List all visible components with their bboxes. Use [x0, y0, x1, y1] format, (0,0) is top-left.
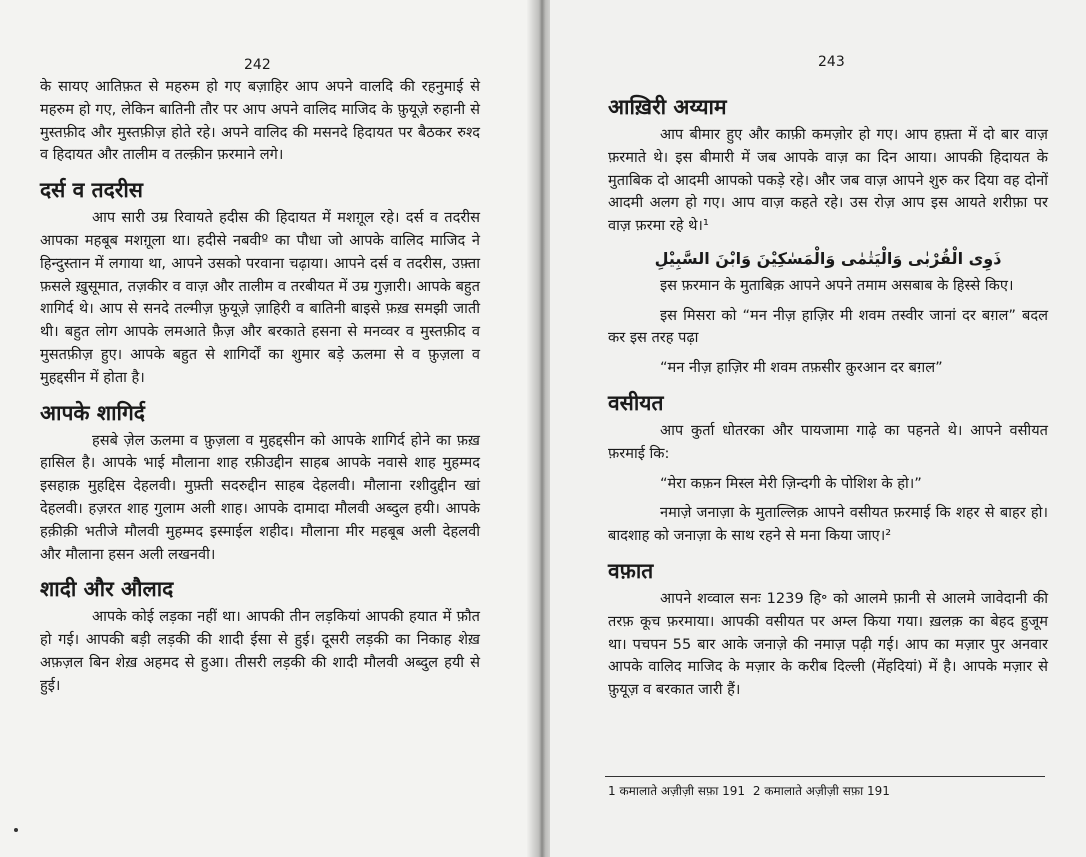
quote: “मेरा कफ़न मिस्ल मेरी ज़िन्दगी के पोशिश के हो।”: [660, 474, 922, 492]
section-heading: आख़िरी अय्याम: [608, 95, 727, 119]
left-page-content: [40, 76, 480, 698]
paragraph: नमाज़े जनाज़ा के मुताल्लिक़ आपने वसीयत फ़रमाई कि शहर से बाहर हो। बादशाह को जनाज़ा के साथ रहने से मना किया जाए।²: [608, 504, 1048, 545]
footnote: 1 कमालाते अज़ीज़ी सफ़ा 191: [608, 784, 746, 798]
section-heading: वफ़ात: [608, 558, 654, 583]
quote: “मन नीज़ हाज़िर मी शवम तफ़सीर क़ुरआन दर बग़ल”: [660, 359, 943, 377]
paragraph: इस फ़रमान के मुताबिक़ आपने अपने तमाम असबाब के हिस्से किए।: [660, 276, 1014, 294]
section-heading: शादी और औलाद: [40, 577, 174, 602]
arabic-verse: ذَوِى الْقُرْبٰى وَالْيَتٰمٰى وَالْمَسٰكِيْنَ وَابْنَ السَّبِيْلِ: [654, 248, 1002, 268]
section-heading: आपके शागिर्द: [40, 400, 145, 425]
paragraph: इस मिसरा को “मन नीज़ हाज़िर मी शवम तस्वीर जानां दर बग़ल” बदल कर इस तरह पढ़ा: [608, 306, 1048, 347]
footnotes: [608, 782, 894, 799]
right-page-content: [608, 84, 1048, 702]
paragraph: आपके कोई लड़का नहीं था। आपकी तीन लड़कियां आपकी हयात में फ़ौत हो गई। आपकी बड़ी लड़की की शादी ईसा से हुई। दूसरी लड़की का निकाह शेख़ अफ़ज़ल बिन शेख़ अहमद से हुआ। तीसरी लड़की की शादी मौलवी अब्दुल हयी से हुई।: [40, 608, 480, 694]
page-number: 243: [818, 54, 845, 70]
paragraph: आप सारी उम्र रिवायते हदीस की हिदायत में मशग़ूल रहे। दर्स व तदरीस आपका महबूब मशग़ूला था। हदीसे नबवीº का पौधा जो आपके वालिद माजिद ने हिन्दुस्तान में लगाया था, आपने उसको परवाना चढ़ाया। आपने दर्स व तदरीस, उफ़्ता फ़सले ख़ुसूमात, तज़कीर व वाज़ और तालीम व तरबीयत में उम्र गुज़ारी। आपके बहुत शागिर्द थे। आप से सनदे तल्मीज़ फ़ुयूज़े ज़ाहिरी व बातिनी बाइसे फ़ख़ समझी जाती थी। बहुत लोग आपके लमआते फ़ैज़ और बरकाते हसना से मनव्वर व मुस्तफ़ीद व मुसतफ़ीज़ हुए। आपके बहुत से शागिर्दों का शुमार बड़े ऊलमा से व फ़ुज़ला व मुहद्दसीन में होता है।: [40, 209, 480, 386]
section-heading: दर्स व तदरीस: [40, 178, 143, 203]
paragraph: आपने शव्वाल सनः 1239 हि॰ को आलमे फ़ानी से आलमे जावेदानी की तरफ़ कूच फ़रमाया। आपकी वसीयत पर अम्ल किया गया। ख़लक़ का बेहद हुजूम था। पचपन 55 बार आके जनाज़े की नमाज़ पढ़ी गई। आप का मज़ार पुर अनवार आपके वालिद माजिद के मज़ार के करीब दिल्ली (मेंहदियां) में है। आपके मज़ार से फ़ुयूज़ व बरकात जारी हैं।: [608, 589, 1048, 699]
footnote-rule: [605, 776, 1045, 777]
paragraph: आप बीमार हुए और काफ़ी कमज़ोर हो गए। आप हफ़्ता में दो बार वाज़ फ़रमाते थे। इस बीमारी में जब आपके वाज़ का दिन आया। आपकी हिदायत के मुताबिक दो आदमी आपको पकड़े रहे। और जब वाज़ आपने शुरु कर दिया वह दोनों आदमी अलग हो गए। आप वाज़ कहते रहे। उस रोज़ आप इस आयते शरीफ़ा पर वाज़ फ़रमा रहे थे।¹: [608, 126, 1048, 235]
paragraph: के सायए आतिफ़त से महरुम हो गए बज़ाहिर आप अपने वालदि की रहनुमाई से महरुम हो गए, लेकिन बातिनी तौर पर आप अपने वालिद माजिद के फ़ुयूज़े रुहानी से मुस्तफ़ीद और मुस्तफ़ीज़ होते रहे। अपने वालिद की मसनदे हिदायत पर बैठकर रुश्द व हिदायत और तालीम व तल्क़ीन फ़रमाने लगे।: [40, 78, 480, 164]
footnote: 2 कमालाते अज़ीज़ी सफ़ा 191: [752, 784, 890, 798]
left-page: [0, 0, 540, 857]
paragraph: हसबे ज़ेल ऊलमा व फ़ुज़ला व मुहद्दसीन को आपके शागिर्द होने का फ़ख़ हासिल है। आपके भाई मौलाना शाह रफ़ीउद्दीन साहब आपके नवासे शाह मुहम्मद इसहाक़ मुहद्दिस देहलवी। मुफ़्ती सदरुद्दीन साहब देहलवी। मौलाना रशीदुद्दीन खां देहलवी। हज़रत शाह गुलाम अली शाह। आपके दामादा मौलवी अब्दुल हयी। आपके हक़ीक़ी भतीजे मौलवी मुहम्मद इस्माईल शहीद। मौलाना मीर महबूब अली देहलवी और मौलाना हसन अली लखनवी।: [40, 431, 480, 563]
section-heading: वसीयत: [608, 390, 664, 415]
paragraph: आप कुर्ता धोतरका और पायजामा गाढ़े का पहनते थे। आपने वसीयत फ़रमाई कि:: [608, 421, 1048, 462]
page-number: 242: [244, 57, 271, 73]
right-page: [550, 0, 1086, 857]
scan-speck: [14, 828, 18, 832]
